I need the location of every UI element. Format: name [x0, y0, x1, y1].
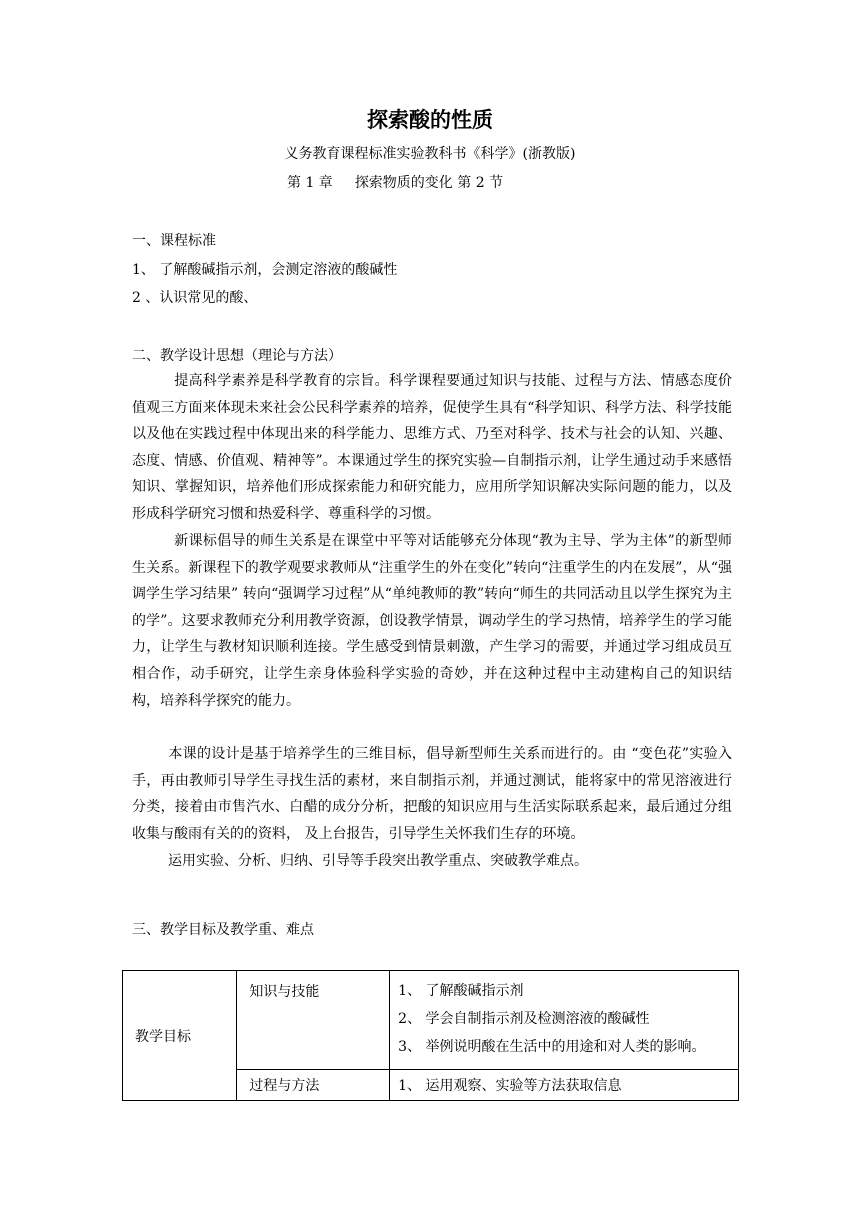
standard-item-1: 1、 了解酸碱指示剂，会测定溶液的酸碱性 [132, 262, 398, 278]
chapter-label: 第 1 章 [287, 175, 333, 191]
standard-item-2: 2 、认识常见的酸、 [132, 290, 258, 306]
section3-heading: 三、教学目标及教学重、难点 [132, 922, 314, 938]
chapter-line [287, 172, 503, 192]
paragraph-4-text: 运用实验、分析、归纳、引导等手段突出教学重点、突破教学难点。 [168, 853, 588, 869]
paragraph-3-text: 本课的设计是基于培养学生的三维目标，倡导新型师生关系而进行的。由 “变色花”实验入手，再由教师引导学生寻找生活的素材，来自制指示剂，并通过测试，能将家中的常见溶液进行分类，接着由市售汽水、白醋的成分分析，把酸的知识应用与生活实际联系起来，最后通过分组收集与酸雨有关的的资料， 及上台报告，引导学生关怀我们生存的环境。 [132, 746, 732, 842]
category-knowledge: 知识与技能 [237, 971, 390, 1070]
process-item-1: 1、 运用观察、实验等方法获取信息 [390, 1070, 739, 1101]
objectives-table [122, 970, 739, 1101]
paragraph-2 [132, 528, 732, 714]
paragraph-1-text: 提高科学素养是科学教育的宗旨。科学课程要通过知识与技能、过程与方法、情感态度价值观三方面来体现未来社会公民科学素养的培养，促使学生具有“科学知识、科学方法、科学技能以及他在实践过程中体现出来的科学能力、思维方式、乃至对科学、技术与社会的认知、兴趣、态度、情感、价值观、精神等”。本课通过学生的探究实验—自制指示剂，让学生通过动手来感悟知识、掌握知识，培养他们形成探索能力和研究能力，应用所学知识解决实际问题的能力，以及形成科学研究习惯和热爱科学、尊重科学的习惯。 [132, 373, 732, 522]
table-row [123, 971, 739, 1070]
section-label: 探索物质的变化 第 2 节 [354, 175, 504, 191]
textbook-subtitle: 义务教育课程标准实验教科书《科学》(浙教版) [284, 146, 576, 162]
document-title: 探索酸的性质 [367, 108, 493, 132]
list-item: 2、 学会自制指示剂及检测溶液的酸碱性 [398, 1011, 650, 1027]
section1-heading: 一、课程标准 [132, 233, 216, 249]
section2-heading: 二、教学设计思想（理论与方法） [132, 348, 342, 364]
list-item: 3、 举例说明酸在生活中的用途和对人类的影响。 [398, 1039, 706, 1055]
paragraph-1 [132, 368, 732, 528]
list-item: 1、 了解酸碱指示剂 [398, 983, 524, 999]
paragraph-3 [132, 741, 732, 847]
paragraph-2-text: 新课标倡导的师生关系是在课堂中平等对话能够充分体现“教为主导、学为主体”的新型师生关系。新课程下的教学观要求教师从“注重学生的外在变化”转向“注重学生的内在发展”，从“强调学生学习结果” 转向“强调学习过程”从“单纯教师的教”转向“师生的共同活动且以学生探究为主的学”。这要求教师充分利用教学资源，创设教学情景，调动学生的学习热情，培养学生的学习能力，让学生与教材知识顺利连接。学生感受到情景刺激，产生学习的需要，并通过学习组成员互相合作，动手研究，让学生亲身体验科学实验的奇妙，并在这种过程中主动建构自己的知识结构，培养科学探究的能力。 [132, 533, 732, 709]
knowledge-items [390, 971, 739, 1070]
objectives-row-label: 教学目标 [123, 971, 237, 1101]
category-process: 过程与方法 [237, 1070, 390, 1101]
paragraph-4 [132, 848, 732, 875]
